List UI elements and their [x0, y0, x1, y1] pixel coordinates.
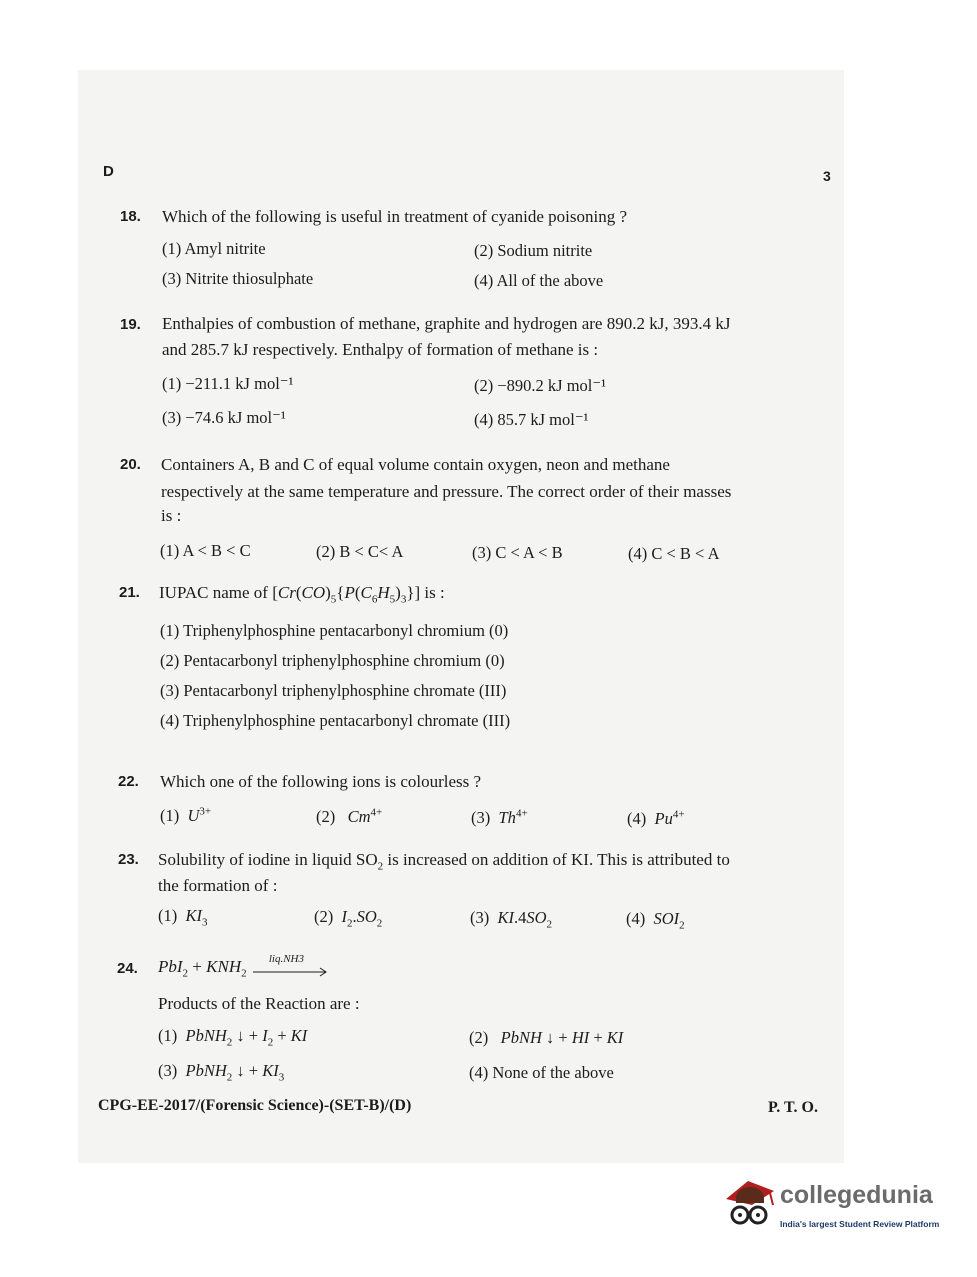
logo-name: collegedunia — [780, 1181, 933, 1209]
page-number: 3 — [823, 168, 831, 184]
option-2: (2) Pentacarbonyl triphenylphosphine chromium (0) — [160, 651, 505, 670]
question-text — [159, 583, 445, 606]
option-1: (1) A < B < C — [160, 541, 251, 560]
option-1: (1) Amyl nitrite — [162, 239, 266, 258]
question-number: 22. — [118, 773, 139, 790]
option-4: (4) Triphenylphosphine pentacarbonyl chromate (III) — [160, 711, 511, 730]
option-1: (1) $U^{3+}$ — [160, 805, 212, 825]
option-3: (3) Pentacarbonyl triphenylphosphine chromate (III) — [160, 681, 507, 700]
logo-tagline: India's largest Student Review Platform — [780, 1219, 940, 1229]
option-3: (3) −74.6 kJ mol⁻¹ — [162, 408, 286, 427]
option-2: (2) −890.2 kJ mol⁻¹ — [474, 376, 607, 395]
option-3: (3) C < A < B — [472, 543, 563, 562]
option-3: (3) $KI.4SO_2$ — [470, 908, 553, 931]
option-4: (4) 85.7 kJ mol⁻¹ — [474, 410, 589, 429]
reaction-condition: liq.NH3 — [268, 953, 305, 966]
option-1: (1) $KI_3$ — [158, 906, 208, 929]
question-text-line: is : — [161, 506, 182, 525]
option-4: (4) All of the above — [474, 271, 604, 290]
option-2: (2) Sodium nitrite — [474, 241, 593, 260]
option-1: (1) −211.1 kJ mol⁻¹ — [162, 374, 294, 393]
question-text-prefix: IUPAC name of — [159, 583, 273, 602]
question-text-line: and 285.7 kJ respectively. Enthalpy of formation of methane is : — [162, 340, 599, 359]
option-3: (3) Nitrite thiosulphate — [162, 269, 314, 288]
collegedunia-logo[interactable] — [718, 1175, 948, 1237]
chemical-formula: $[Cr(CO)_5\{P(C_6H_5)_3\}]$ is : — [272, 583, 445, 606]
option-2: (2) PbNH ↓ + HI + KI — [469, 1028, 624, 1047]
option-2: (2) $I_2.SO_2$ — [314, 907, 383, 930]
question-text: Products of the Reaction are : — [158, 994, 360, 1013]
reaction-equation: $PbI_2 + KNH_2$ liq.NH3 — [158, 957, 331, 977]
question-text-line: respectively at the same temperature and pressure. The correct order of their masses — [161, 482, 732, 501]
option-2: (2) B < C< A — [316, 542, 404, 561]
option-3: (3) PbNH$_2$ ↓ + $KI_3$ — [158, 1061, 285, 1084]
question-text-line: Enthalpies of combustion of methane, graphite and hydrogen are 890.2 kJ, 393.4 kJ — [162, 314, 731, 333]
option-2: (2) $Cm^{4+}$ — [316, 806, 383, 826]
option-4: (4) None of the above — [469, 1063, 614, 1082]
mascot-icon — [718, 1175, 778, 1237]
question-number: 20. — [120, 456, 141, 473]
option-4: (4) C < B < A — [628, 544, 720, 563]
question-text: Which of the following is useful in treatment of cyanide poisoning ? — [162, 207, 628, 226]
question-number: 18. — [120, 208, 141, 225]
option-4: (4) $Pu^{4+}$ — [627, 808, 685, 828]
question-text-line: Containers A, B and C of equal volume contain oxygen, neon and methane — [161, 455, 670, 474]
question-text-line: the formation of : — [158, 876, 278, 895]
option-1: (1) PbNH$_2$ ↓ + $I_2$ + KI — [158, 1026, 308, 1049]
option-1: (1) Triphenylphosphine pentacarbonyl chromium (0) — [160, 621, 509, 640]
reaction-arrow — [251, 953, 331, 975]
question-number: 19. — [120, 316, 141, 333]
question-text: Which one of the following ions is colourless ? — [160, 772, 482, 791]
question-number: 24. — [117, 960, 138, 977]
option-4: (4) $SOI_2$ — [626, 909, 685, 932]
question-number: 21. — [119, 584, 140, 601]
arrow-icon — [251, 965, 331, 979]
question-text-line: Solubility of iodine in liquid $SO_2$ is increased on addition of KI. This is attributed to — [158, 850, 730, 873]
page-turn-note: P. T. O. — [768, 1099, 818, 1116]
paper-code: CPG-EE-2017/(Forensic Science)-(SET-B)/(D) — [98, 1097, 412, 1114]
question-number: 23. — [118, 851, 139, 868]
option-3: (3) $Th^{4+}$ — [471, 807, 528, 827]
set-code: D — [103, 163, 114, 180]
